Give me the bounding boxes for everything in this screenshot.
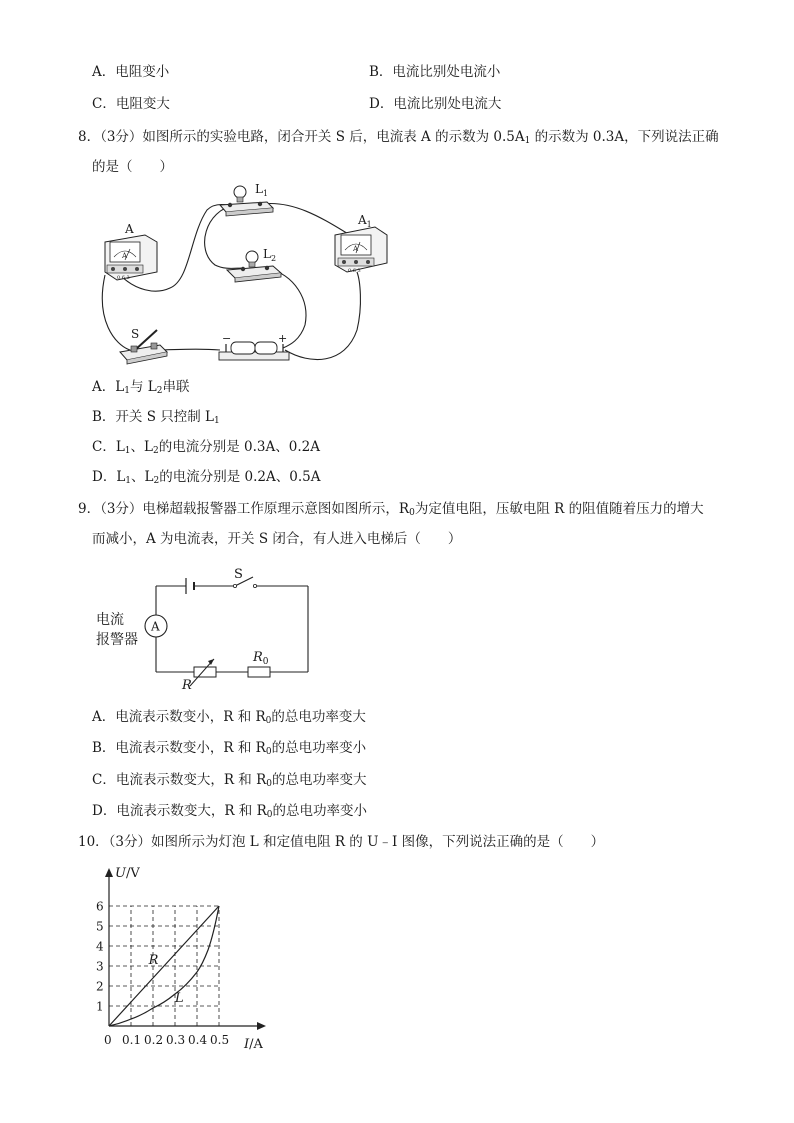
wire (102, 275, 130, 350)
resistor-r0-label: $R_0$ (253, 650, 269, 667)
q8-circuit-figure (95, 180, 400, 370)
q10-stem: 10．（3分）如图所示为灯泡 L 和定值电阻 R 的 U﹣I 图像，下列说法正确的是（ ） (78, 834, 605, 850)
switch-s (120, 330, 167, 364)
q7-option-d: D．电流比别处电流大 (369, 96, 502, 112)
y-tick-label: 1 (96, 999, 104, 1014)
fixed-resistor-r0 (248, 667, 270, 677)
x-axis-arrow (257, 1022, 266, 1030)
q9-option-d: D．电流表示数变大，R 和 $R_0$的总电功率变小 (92, 803, 367, 820)
q9-option-a: A．电流表示数变小，R 和 $R_0$的总电功率变大 (92, 709, 366, 726)
q9-option-c: C．电流表示数变大，R 和 $R_0$的总电功率变大 (92, 772, 367, 789)
y-tick-label: 6 (96, 899, 104, 914)
ammeter-a-terminals: 0.6 3 (117, 275, 130, 281)
ammeter-symbol-label: A (151, 619, 160, 634)
wire (262, 203, 350, 235)
q8-option-a: A．$L_1$与 $L_2$串联 (92, 379, 190, 396)
q9-circuit-diagram (90, 562, 320, 692)
series-label-r: R (148, 953, 159, 968)
x-axis-title: I/A (244, 1037, 263, 1052)
ammeter-a1-dial-letter: A (353, 245, 359, 253)
chart-axes (105, 868, 266, 1030)
q7-option-a: A．电阻变小 (92, 64, 170, 80)
chart-labels (96, 866, 264, 1052)
q8-option-b: B．开关 S 只控制 $L_1$ (92, 409, 220, 426)
ammeter-a-dial-letter: A (122, 252, 128, 260)
q7-option-b: B．电流比别处电流小 (369, 64, 501, 80)
y-tick-label: 2 (96, 979, 104, 994)
ammeter-a1 (335, 227, 387, 272)
switch-contact (233, 584, 236, 587)
origin-label: 0 (104, 1033, 112, 1047)
x-tick-label: 0.5 (210, 1033, 230, 1047)
y-tick-label: 4 (96, 939, 104, 954)
battery-plus: + (278, 332, 288, 345)
ammeter-a1-label: $A_1$ (358, 213, 372, 229)
q8-option-d: D．$L_1$、$L_2$的电流分别是 0.2A、0.5A (92, 469, 321, 486)
x-tick-label: 0.1 (122, 1033, 142, 1047)
y-axis-arrow (105, 868, 113, 877)
series-label-l: L (175, 991, 184, 1006)
lamp-l1-label: $L_1$ (255, 182, 269, 198)
q9-stem-line1: 9．（3分）电梯超载报警器工作原理示意图如图所示，$R_0$为定值电阻，压敏电阻 R 的阻值随着压力的增大 (78, 501, 704, 518)
x-tick-label: 0.2 (144, 1033, 164, 1047)
q8-option-c: C．$L_1$、$L_2$的电流分别是 0.3A、0.2A (92, 439, 320, 456)
switch-s-label: S (131, 327, 140, 341)
y-tick-label: 5 (96, 919, 104, 934)
x-tick-label: 0.3 (166, 1033, 186, 1047)
q9-option-b: B．电流表示数变小，R 和 $R_0$的总电功率变小 (92, 740, 367, 757)
q7-option-c: C．电阻变大 (92, 96, 170, 112)
resistor-r-label: R (182, 678, 192, 693)
y-tick-label: 3 (96, 959, 104, 974)
wire (285, 272, 360, 360)
switch-contact (253, 584, 256, 587)
alarm-label-line1: 电流 (96, 612, 124, 628)
y-axis-title: U/V (115, 866, 140, 881)
ammeter-a-label: A (125, 222, 134, 236)
alarm-label-line2: 报警器 (96, 632, 138, 648)
battery-minus: − (222, 332, 232, 345)
switch-s-label: S (234, 567, 243, 582)
ammeter-a (105, 235, 157, 280)
x-tick-label: 0.4 (188, 1033, 208, 1047)
ammeter-a1-terminals: 0.6 3 (348, 268, 361, 274)
lamp-l2-label: $L_2$ (263, 247, 277, 263)
q8-stem-line2: 的是（ ） (92, 159, 173, 175)
ui-chart (90, 860, 280, 1060)
q8-stem-line1: 8．（3分）如图所示的实验电路，闭合开关 S 后，电流表 A 的示数为 $0.5A_1$ 的示数为 0.3A，下列说法正确 (78, 129, 719, 146)
q9-stem-line2: 而减小，A 为电流表，开关 S 闭合，有人进入电梯后（ ） (92, 531, 462, 547)
